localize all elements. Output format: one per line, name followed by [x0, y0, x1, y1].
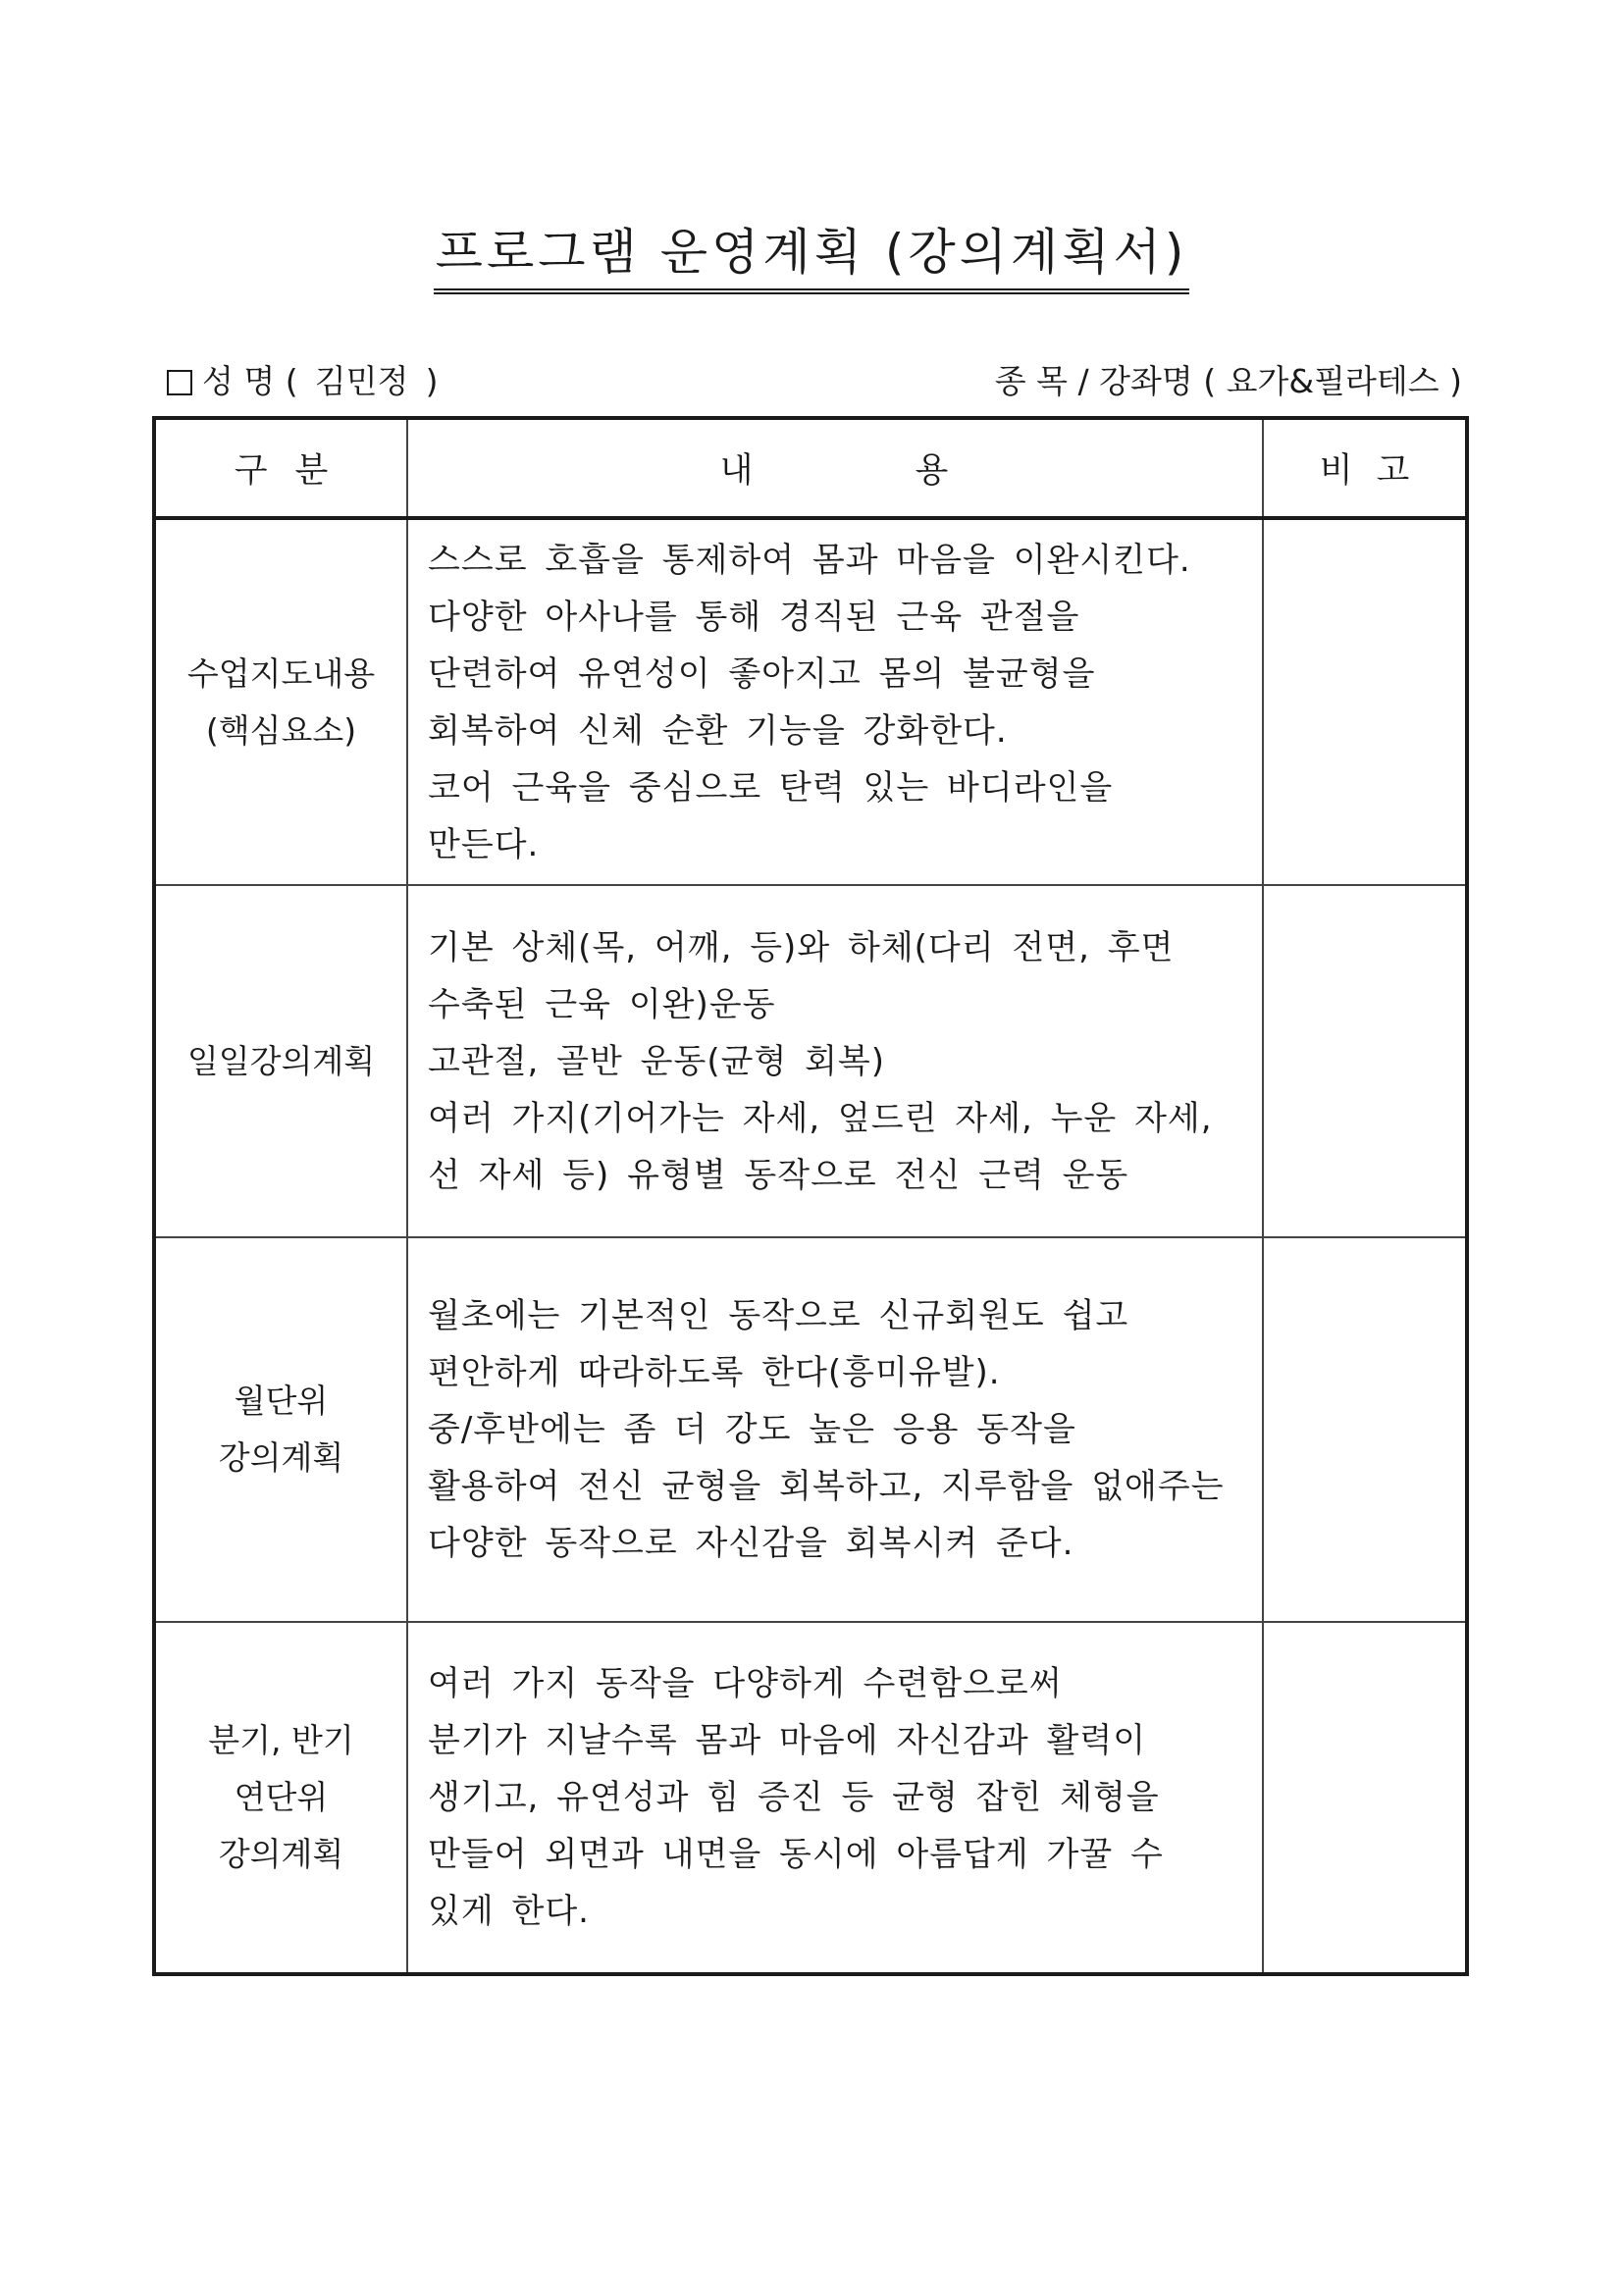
table-row: [154, 1622, 1467, 1974]
content-line: 월초에는 기본적인 동작으로 신규회원도 쉽고: [428, 1296, 1129, 1335]
lecture-plan-table: [152, 416, 1469, 1976]
table-row: [154, 518, 1467, 885]
checkbox-icon: [167, 370, 192, 395]
category-cell: [154, 1237, 407, 1622]
page-title: [0, 218, 1623, 294]
category-cell: [154, 1622, 407, 1974]
note-cell: [1263, 1237, 1467, 1622]
table-row: [154, 885, 1467, 1237]
name-field: [167, 357, 439, 406]
content-line: 기본 상체(목, 어깨, 등)와 하체(다리 전면, 후면: [428, 927, 1175, 967]
category-cell: [154, 518, 407, 885]
header-note: 비고: [1263, 418, 1467, 518]
content-line: 단련하여 유연성이 좋아지고 몸의 불균형을: [428, 653, 1096, 694]
content-line: 분기가 지날수록 몸과 마음에 자신감과 활력이: [428, 1721, 1147, 1760]
content-line: 스스로 호흡을 통제하여 몸과 마음을 이완시킨다.: [428, 540, 1191, 580]
category-line: 강의계획: [218, 1438, 344, 1477]
content-cell: [407, 885, 1263, 1237]
content-line: 생기고, 유연성과 힘 증진 등 균형 잡힌 체형을: [428, 1778, 1160, 1817]
content-line: 편안하게 따라하도록 한다(흥미유발).: [428, 1353, 1001, 1392]
name-value: 김민정: [314, 362, 409, 400]
category-cell: [154, 885, 407, 1237]
content-cell: [407, 1237, 1263, 1622]
category-line: 월단위: [234, 1382, 329, 1420]
info-line: [167, 357, 1462, 406]
content-line: 수축된 근육 이완)운동: [428, 984, 776, 1024]
category-line: 수업지도내용: [186, 653, 376, 693]
content-cell: [407, 1622, 1263, 1974]
note-cell: [1263, 518, 1467, 885]
content-line: 선 자세 등) 유형별 동작으로 전신 근력 운동: [428, 1155, 1129, 1195]
content-line: 코어 근육을 중심으로 탄력 있는 바디라인을: [428, 767, 1114, 808]
category-line: 일일강의계획: [186, 1041, 376, 1080]
category-line: 연단위: [234, 1778, 329, 1816]
table-row: [154, 1237, 1467, 1622]
category-line: (핵심요소): [205, 710, 357, 750]
category-line: 분기, 반기: [208, 1721, 354, 1759]
content-line: 활용하여 전신 균형을 회복하고, 지루함을 없애주는: [428, 1467, 1225, 1506]
content-line: 다양한 동작으로 자신감을 회복시켜 준다.: [428, 1524, 1074, 1563]
table-header-row: [154, 418, 1467, 518]
note-cell: [1263, 1622, 1467, 1974]
content-line: 다양한 아사나를 통해 경직된 근육 관절을: [428, 597, 1080, 637]
content-line: 회복하여 신체 순환 기능을 강화한다.: [428, 710, 1008, 751]
content-line: 만들어 외면과 내면을 동시에 아름답게 가꿀 수: [428, 1835, 1164, 1874]
content-line: 중/후반에는 좀 더 강도 높은 응용 동작을: [428, 1410, 1076, 1449]
content-line: 있게 한다.: [428, 1892, 590, 1931]
name-label: 성 명 (: [202, 362, 298, 400]
header-content: 내 용: [407, 418, 1263, 518]
header-category: 구분: [154, 418, 407, 518]
page-title-text: 프로그램 운영계획 (강의계획서): [434, 218, 1190, 294]
content-line: 만든다.: [428, 824, 540, 864]
content-line: 고관절, 골반 운동(균형 회복): [428, 1041, 886, 1081]
name-close: ): [425, 362, 439, 400]
course-label: 종 목 / 강좌명 ( 요가&필라테스 ): [994, 362, 1462, 400]
note-cell: [1263, 885, 1467, 1237]
content-cell: [407, 518, 1263, 885]
course-field: [995, 357, 1462, 406]
category-line: 강의계획: [218, 1835, 344, 1873]
content-line: 여러 가지(기어가는 자세, 엎드린 자세, 누운 자세,: [428, 1098, 1213, 1138]
content-line: 여러 가지 동작을 다양하게 수련함으로써: [428, 1664, 1063, 1703]
